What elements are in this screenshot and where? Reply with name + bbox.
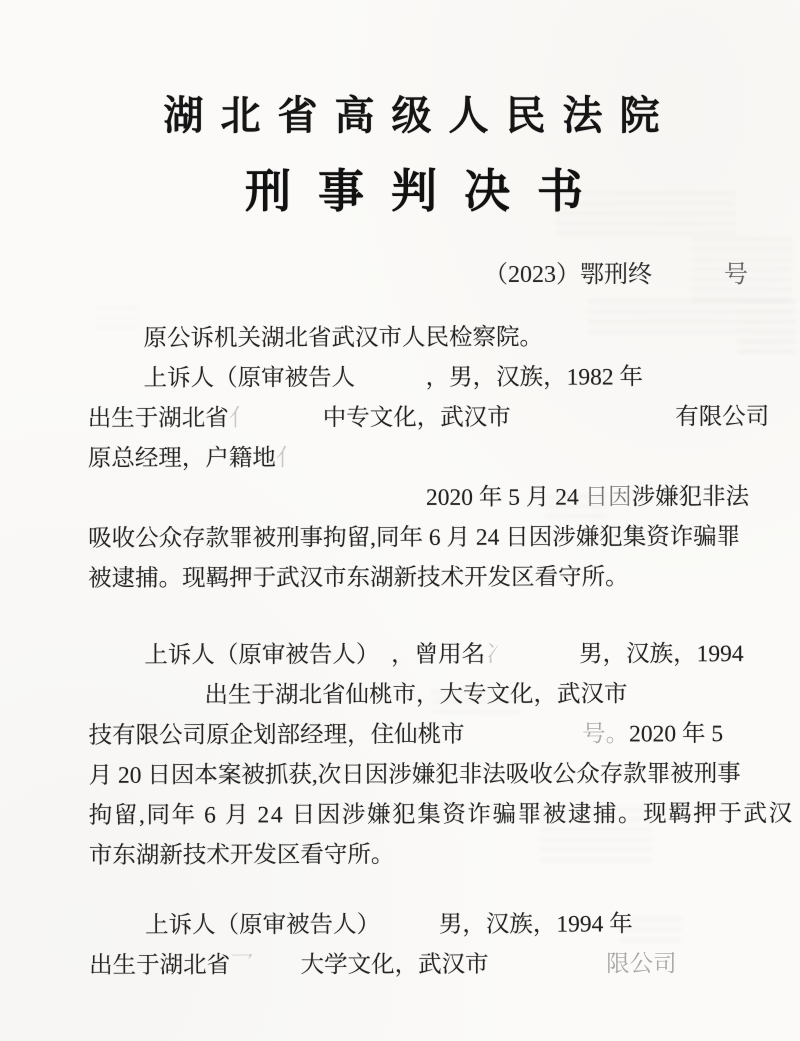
text-segment: 月 20 日因本案被抓获,次日因涉嫌犯非法吸收公众存款罪被刑事 bbox=[88, 761, 741, 789]
text-segment bbox=[511, 404, 676, 430]
case-number-suffix: 号 bbox=[724, 262, 748, 288]
text-line bbox=[89, 754, 757, 796]
text-segment: 出生于湖北省 bbox=[89, 952, 231, 979]
text-line bbox=[87, 317, 755, 359]
text-segment: ，曾用名 bbox=[391, 641, 486, 669]
text-segment: 原公诉机关湖北省武汉市人民检察院。 bbox=[143, 324, 544, 352]
text-segment bbox=[465, 722, 583, 748]
faded-text-segment: 日因 bbox=[584, 484, 632, 511]
text-segment: 出生于湖北省 bbox=[87, 405, 229, 432]
text-segment: 2020 年 5 bbox=[629, 721, 724, 748]
faded-text-segment: 限公司 bbox=[606, 951, 677, 978]
text-line bbox=[88, 357, 756, 399]
text-segment: 市东湖新技术开发区看守所。 bbox=[88, 842, 395, 869]
text-segment: 上诉人（原审被告人） bbox=[144, 642, 368, 669]
text-segment bbox=[489, 951, 607, 977]
faded-text-segment: 乛 bbox=[230, 952, 254, 979]
faded-text-segment: 亻 bbox=[275, 445, 300, 472]
text-segment: 中专文化，武汉市 bbox=[322, 404, 511, 432]
court-name-title: 湖北省高级人民法院 bbox=[163, 93, 677, 138]
text-line bbox=[88, 634, 756, 676]
text-segment: 被逮捕。现羁押于武汉市东湖新技术开发区看守所。 bbox=[88, 564, 629, 592]
text-segment: 拘留,同年 6 月 24 日因涉嫌犯集资诈骗罪被逮捕。现羁押于武汉 bbox=[88, 800, 794, 829]
text-segment bbox=[254, 952, 301, 978]
text-segment bbox=[368, 642, 392, 668]
text-line bbox=[89, 834, 757, 876]
text-line bbox=[87, 397, 770, 439]
paragraph bbox=[89, 904, 757, 986]
text-line bbox=[88, 674, 756, 716]
text-segment: 大学文化，武汉市 bbox=[300, 951, 489, 979]
text-segment: 2020 年 5 月 24 bbox=[425, 484, 585, 511]
text-line bbox=[89, 714, 757, 756]
document-type-title: 刑事判决书 bbox=[245, 166, 610, 217]
text-segment: 涉嫌犯非法 bbox=[631, 484, 750, 511]
text-segment bbox=[368, 912, 439, 938]
text-segment: ，男，汉族，1982 年 bbox=[425, 364, 644, 391]
text-segment bbox=[355, 365, 426, 391]
text-segment: 上诉人（原审被告人） bbox=[145, 912, 369, 939]
paragraph bbox=[88, 634, 794, 876]
text-segment: 出生于湖北省仙桃市，大专文化，武汉市 bbox=[204, 681, 628, 709]
text-line bbox=[88, 517, 756, 559]
text-line bbox=[89, 904, 757, 946]
text-segment: 男，汉族，1994 年 bbox=[438, 911, 633, 938]
paragraph bbox=[87, 317, 770, 599]
text-line bbox=[88, 794, 794, 836]
text-segment: 男，汉族，1994 bbox=[579, 641, 744, 668]
faded-text-segment: 号。 bbox=[582, 721, 630, 748]
text-line bbox=[88, 557, 756, 599]
case-number-prefix: （2023）鄂刑终 bbox=[484, 262, 652, 288]
text-segment: 有限公司 bbox=[675, 404, 770, 431]
text-segment bbox=[509, 642, 580, 668]
text-line bbox=[88, 437, 756, 479]
text-segment bbox=[252, 405, 323, 431]
text-segment: 吸收公众存款罪被刑事拘留,同年 6 月 24 日因涉嫌犯集资诈骗罪 bbox=[88, 524, 741, 552]
text-line bbox=[89, 944, 757, 986]
text-segment: 上诉人（原审被告人 bbox=[143, 365, 356, 392]
text-segment: 技有限公司原企划部经理，住仙桃市 bbox=[88, 721, 465, 749]
faded-text-segment: 亻 bbox=[228, 405, 253, 432]
faded-text-segment: 冫 bbox=[485, 641, 509, 668]
text-segment: 原总经理，户籍地 bbox=[87, 445, 276, 472]
text-line bbox=[88, 477, 756, 519]
